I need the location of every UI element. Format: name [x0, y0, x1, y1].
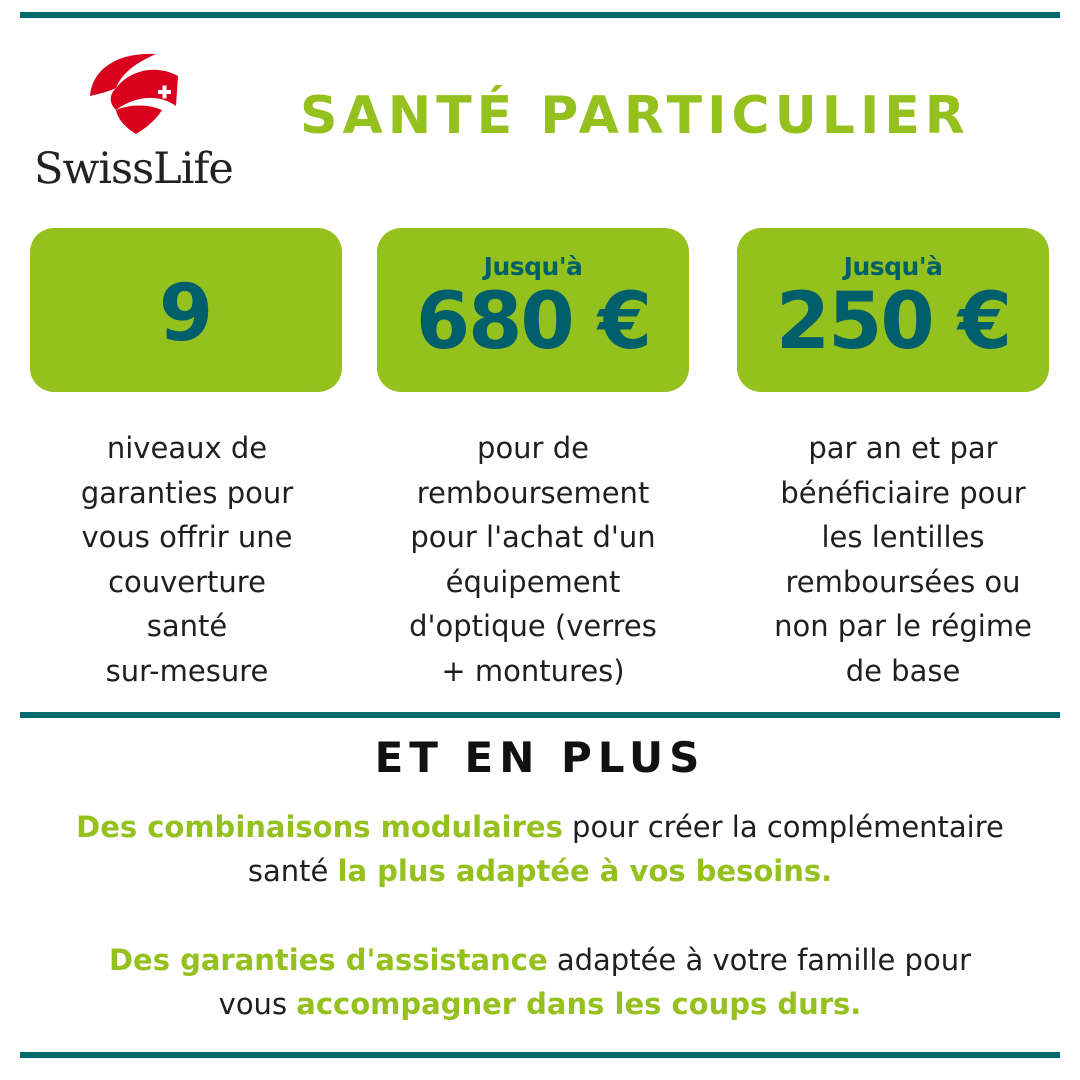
stat-value: 680 €: [415, 277, 651, 367]
desc-line: niveaux de: [106, 431, 268, 465]
stat-description-levels: [27, 426, 347, 693]
body-text: vous: [218, 987, 297, 1021]
stat-value: 9: [158, 269, 214, 359]
desc-line: les lentilles: [821, 520, 985, 554]
desc-line: + montures): [441, 653, 625, 688]
desc-line: vous offrir une: [81, 520, 293, 554]
logo-wordmark: SwissLife: [34, 144, 233, 194]
desc-line: couverture: [108, 564, 266, 599]
highlight-text: Des combinaisons modulaires: [76, 810, 563, 844]
stat-description-optics: [373, 426, 693, 693]
stat-card-levels: [30, 228, 342, 392]
desc-line: santé: [146, 609, 228, 643]
desc-line: non par le régime: [774, 609, 1032, 643]
highlight-text: accompagner dans les coups durs.: [296, 987, 862, 1021]
body-text: adaptée à votre famille pour: [547, 943, 971, 977]
stat-description-lenses: [743, 426, 1063, 693]
swisslife-flag-icon: [86, 48, 182, 144]
desc-line: par an et par: [808, 431, 998, 465]
section-title: ET EN PLUS: [374, 733, 706, 782]
stat-prefix: Jusqu'à: [483, 252, 583, 281]
desc-line: remboursées ou: [785, 564, 1021, 599]
page-title: SANTÉ PARTICULIER: [300, 86, 970, 146]
desc-line: remboursement: [416, 475, 650, 510]
body-text: pour créer la complémentaire: [562, 810, 1004, 844]
paragraph-line: [20, 805, 1060, 849]
desc-line: sur-mesure: [105, 653, 269, 688]
stat-prefix: Jusqu'à: [843, 252, 943, 281]
paragraph-line: [20, 938, 1060, 982]
desc-line: équipement: [445, 564, 621, 599]
stat-card-lenses: [737, 228, 1049, 392]
highlight-text: la plus adaptée à vos besoins.: [337, 854, 833, 888]
paragraph-line: [20, 982, 1060, 1026]
desc-line: de base: [845, 653, 961, 688]
middle-rule: [20, 712, 1060, 718]
body-text: santé: [247, 854, 338, 888]
bottom-rule: [20, 1052, 1060, 1058]
highlight-text: Des garanties d'assistance: [108, 943, 548, 977]
benefit-paragraph-assistance: [20, 938, 1060, 1026]
desc-line: garanties pour: [80, 475, 294, 510]
desc-line: bénéficiaire pour: [780, 475, 1026, 510]
benefit-paragraph-combinations: [20, 805, 1060, 893]
stat-value: 250 €: [775, 277, 1011, 367]
top-rule: [20, 12, 1060, 18]
stat-card-optics: [377, 228, 689, 392]
desc-line: pour l'achat d'un: [410, 520, 656, 554]
swisslife-logo: [34, 48, 244, 193]
paragraph-line: [20, 849, 1060, 893]
desc-line: pour de: [477, 431, 589, 465]
desc-line: d'optique (verres: [409, 609, 657, 643]
